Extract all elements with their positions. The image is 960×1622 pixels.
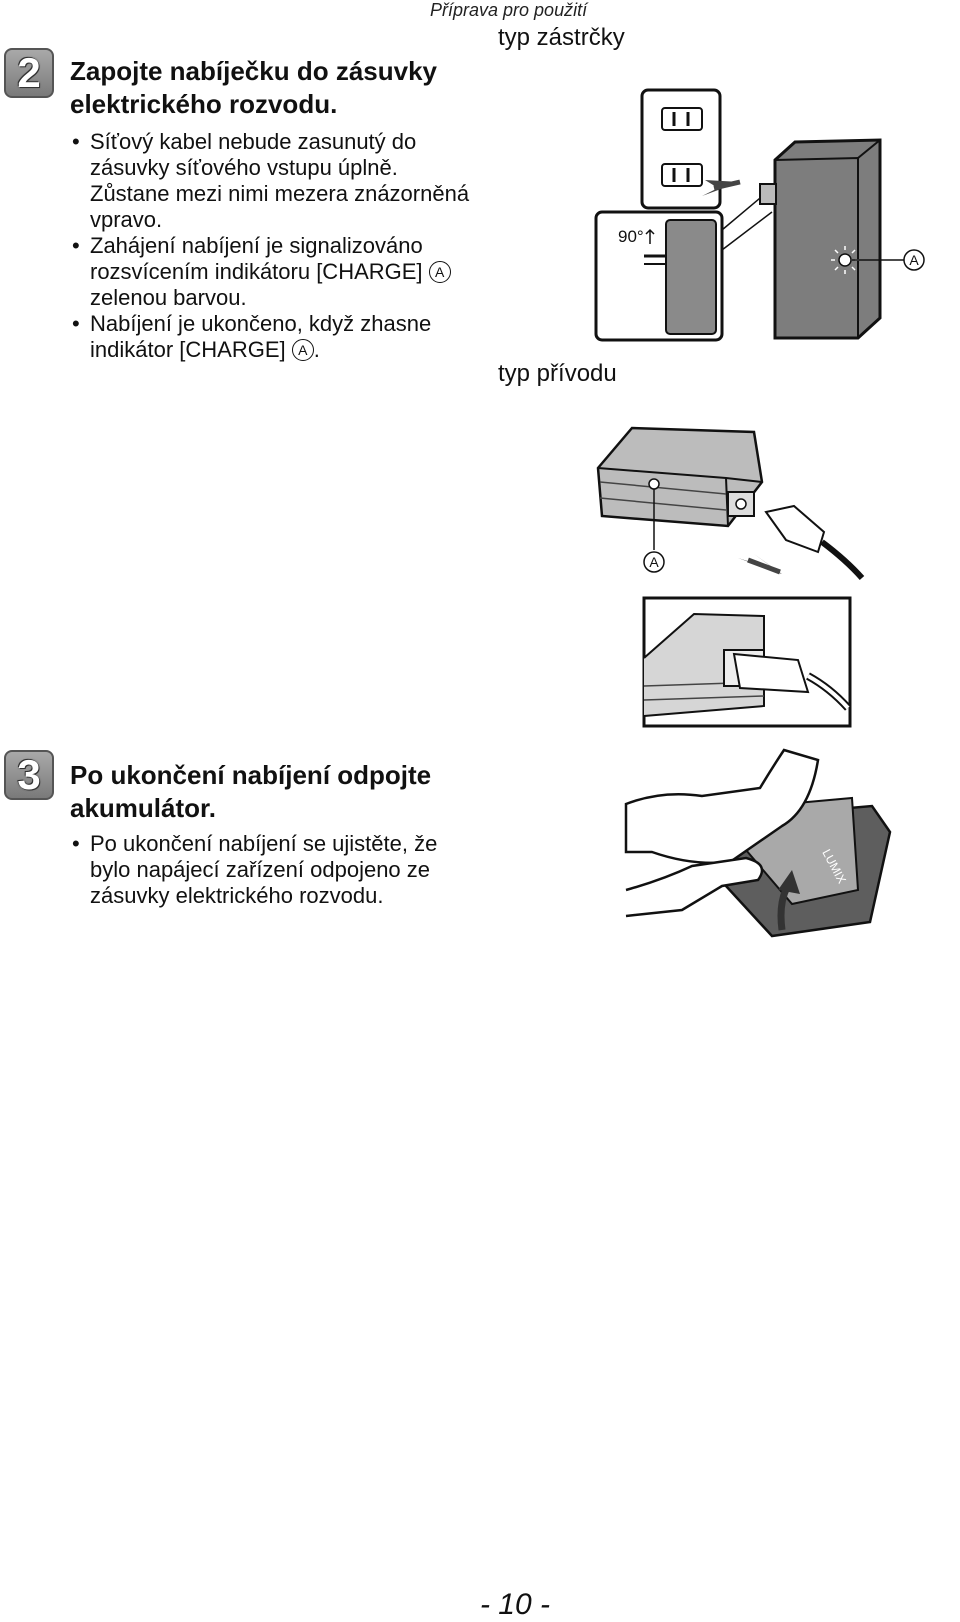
text-line: • Zahájení nabíjení je signalizováno — [90, 233, 423, 258]
brand-label: LUMIX — [819, 846, 849, 886]
text-line: bylo napájecí zařízení odpojeno ze — [90, 857, 431, 882]
cord-connection-inset — [642, 596, 852, 728]
text-line: zelenou barvou. — [90, 285, 247, 310]
step-2-title-line-1: Zapojte nabíječku do zásuvky — [70, 56, 437, 86]
text-line — [90, 337, 510, 363]
text-line: • Nabíjení je ukončeno, když zhasne — [90, 311, 432, 336]
step-2-bullet-2 — [70, 233, 510, 311]
step-3-title-line-1: Po ukončení nabíjení odpojte — [70, 760, 432, 790]
text-span: rozsvícením indikátoru [CHARGE] — [90, 259, 423, 284]
page-number: - 10 - — [479, 1588, 551, 1621]
step-3-title — [70, 759, 431, 825]
caption-cord-type: typ přívodu — [498, 360, 617, 387]
marker-a-label: A — [909, 252, 919, 268]
caption-plug-type: typ zástrčky — [498, 24, 625, 51]
charger-body — [775, 140, 880, 338]
marker-a-icon: A — [429, 261, 451, 283]
text-line — [90, 259, 510, 285]
text-span: indikátor [CHARGE] — [90, 337, 286, 362]
section-header: Příprava pro použití — [430, 0, 588, 20]
step-3-title-line-2: akumulátor. — [70, 793, 216, 823]
text-line: • Síťový kabel nebude zasunutý do — [90, 129, 417, 154]
step-3-bullet-1 — [70, 831, 510, 909]
marker-a-label: A — [649, 554, 659, 570]
cord-type-charger-illustration — [590, 420, 880, 590]
text-line: zásuvky síťového vstupu úplně. — [90, 155, 398, 180]
step-2-bullet-1 — [70, 129, 510, 233]
angle-label: 90° — [618, 227, 644, 246]
text-line: Zůstane mezi nimi mezera znázorněná — [90, 181, 470, 206]
power-cord-plug-icon — [766, 506, 824, 552]
charge-indicator-icon — [839, 254, 851, 266]
text-line: zásuvky elektrického rozvodu. — [90, 883, 384, 908]
charge-indicator-icon — [649, 479, 659, 489]
step-2-bullets — [70, 129, 510, 363]
power-cord-plug-icon — [734, 654, 808, 692]
plug-type-charger-illustration — [590, 80, 940, 360]
text-line: • Po ukončení nabíjení se ujistěte, že — [90, 831, 438, 856]
step-3-bullets — [70, 831, 510, 909]
step-2-title — [70, 55, 437, 121]
step-2-title-line-2: elektrického rozvodu. — [70, 89, 338, 119]
period: . — [313, 337, 320, 362]
step-2-badge: 2 — [4, 48, 54, 98]
text-line: vpravo. — [90, 207, 163, 232]
battery-removal-illustration — [622, 740, 898, 940]
step-3-badge: 3 — [4, 750, 54, 800]
marker-a-icon: A — [292, 339, 314, 361]
step-2-bullet-3 — [70, 311, 510, 363]
